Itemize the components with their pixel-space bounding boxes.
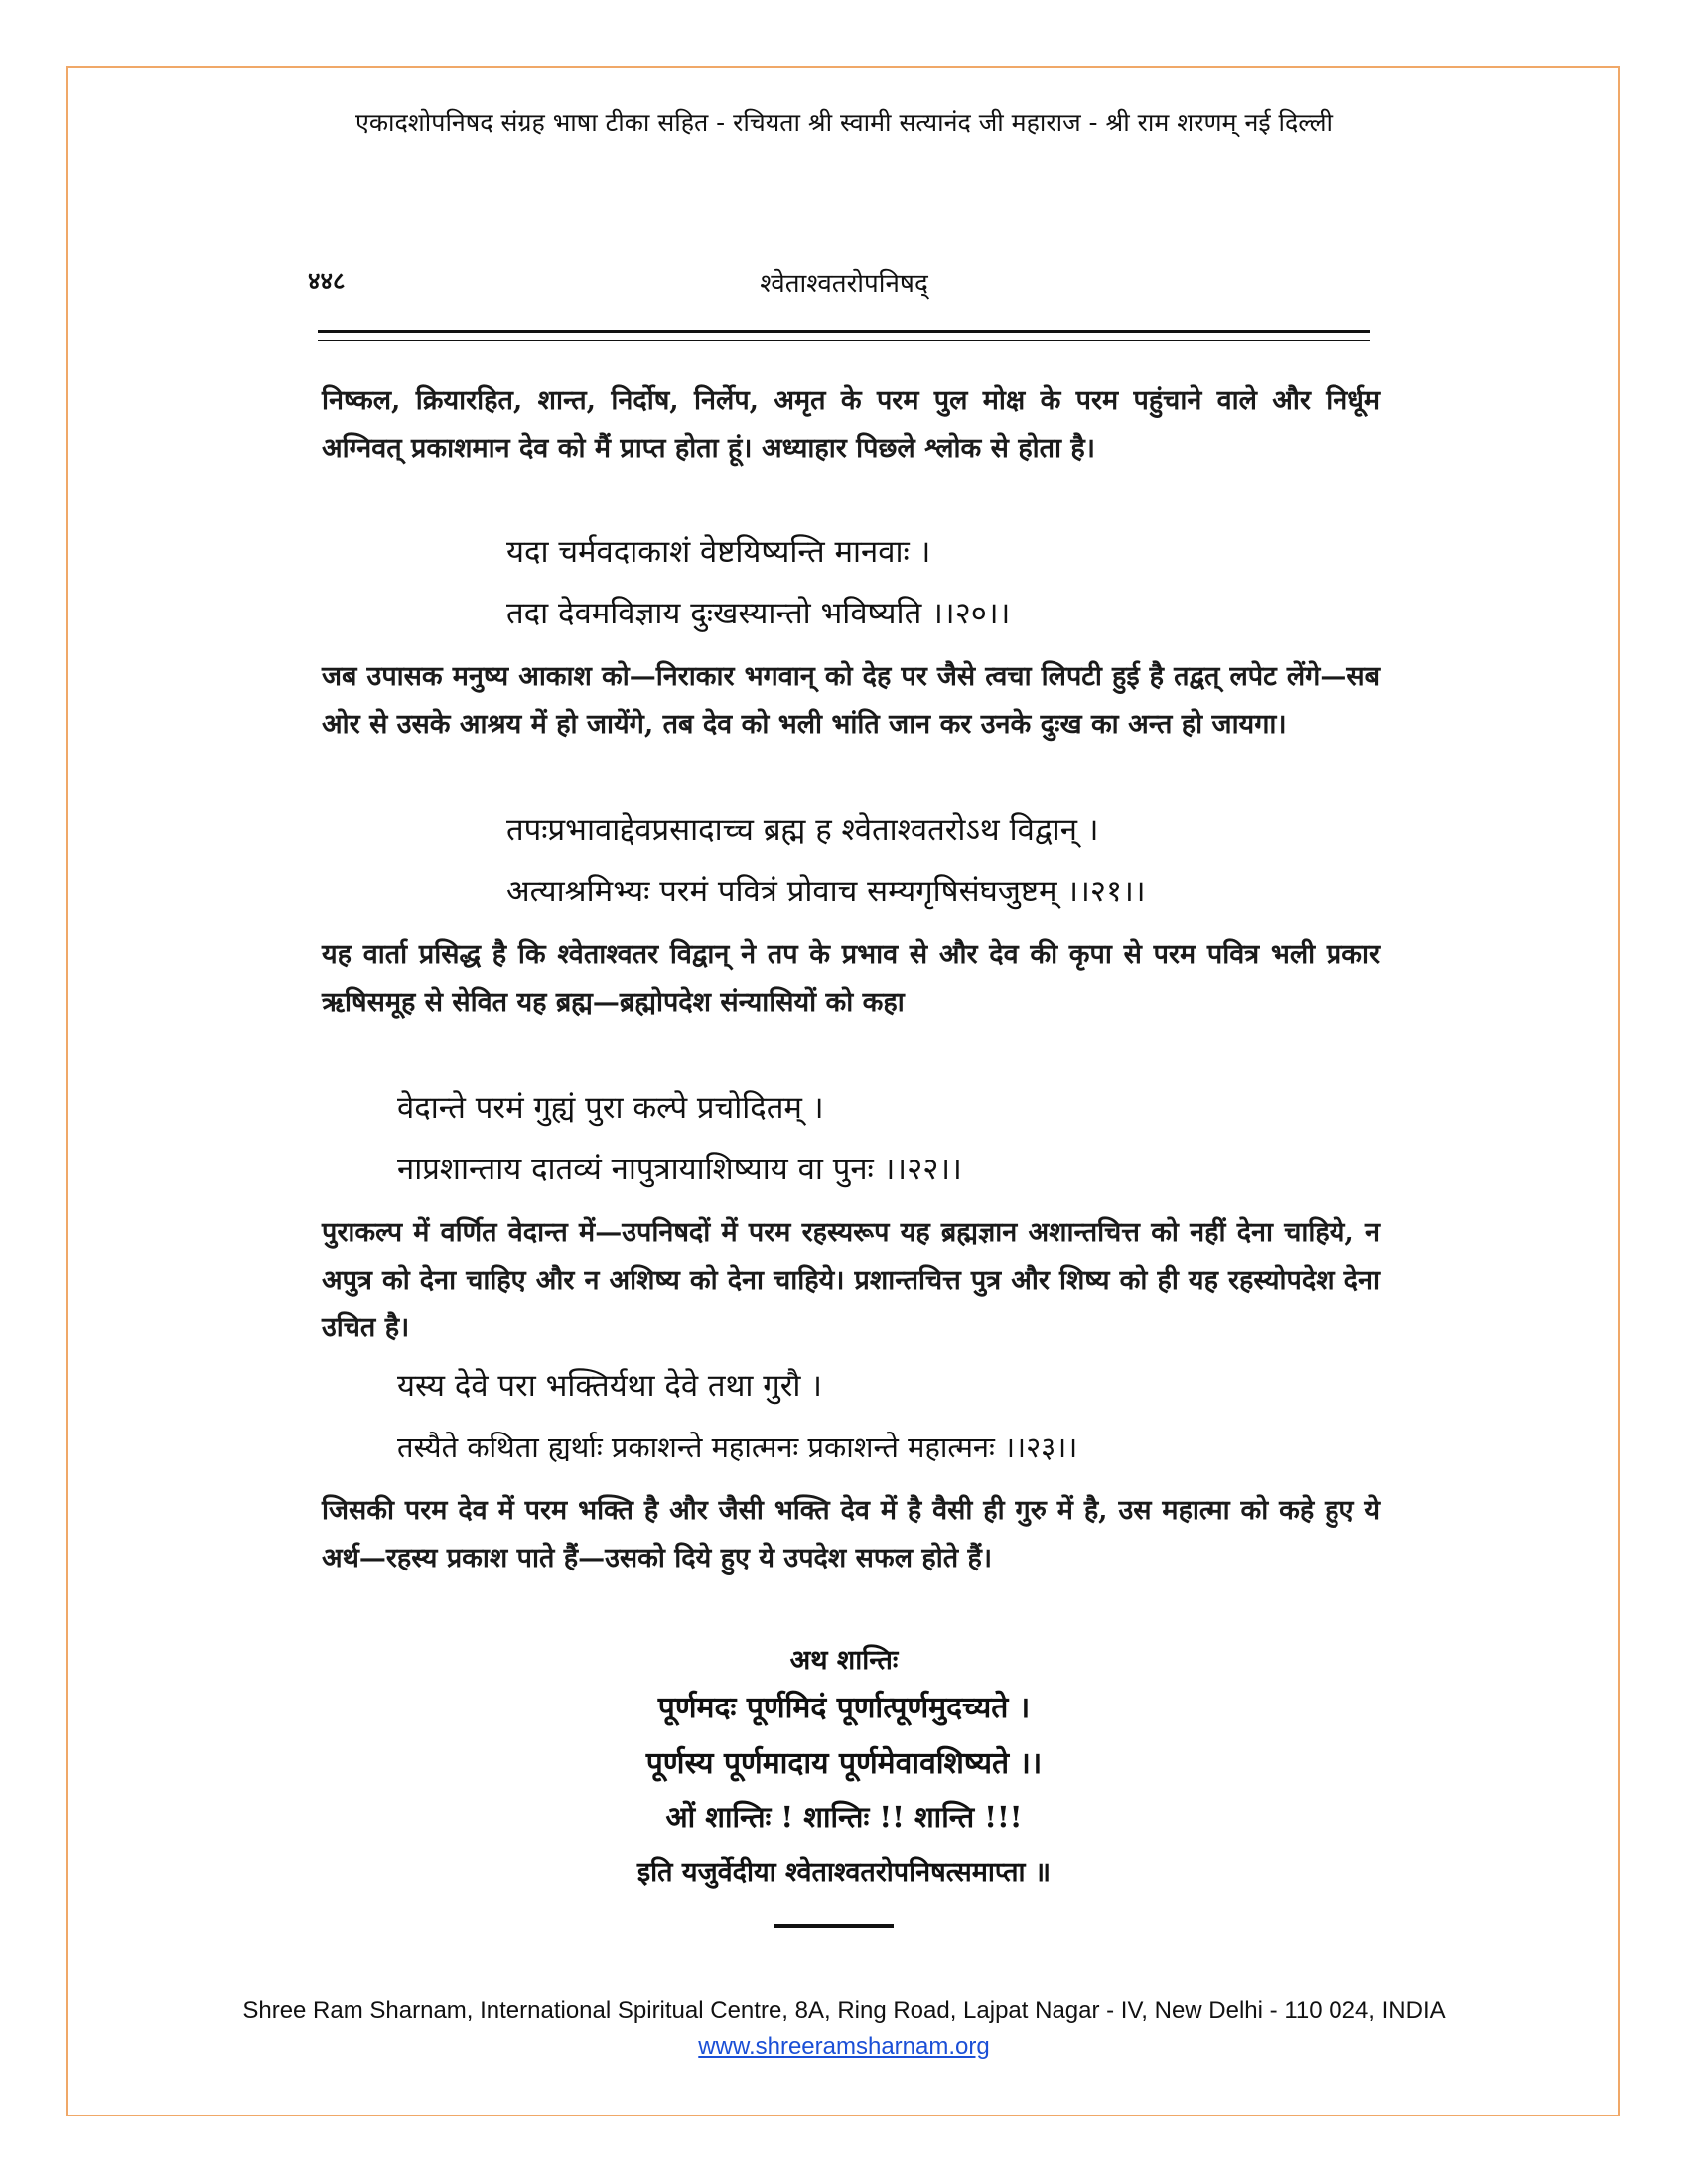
- verse-22-line-2: नाप्रशान्ताय दातव्यं नापुत्रायाशिष्याय वा पुनः ।।२२।।: [397, 1152, 962, 1187]
- header-rule-thin: [318, 340, 1370, 341]
- commentary-paragraph-2: जब उपासक मनुष्य आकाश को—निराकार भगवान् को देह पर जैसे त्वचा लिपटी हुई है तद्वत् लपेट लेंगे—सब ओर से उसके आश्रय में हो जायेंगे, तब देव को भली भांति जान कर उनके दुःख का अन्त हो जायगा।: [322, 661, 1380, 740]
- closing-colophon: इति यजुर्वेदीया श्वेताश्वतरोपनिषत्समाप्ता ॥: [636, 1857, 1052, 1888]
- verse-20-line-2: तदा देवमविज्ञाय दुःखस्यान्तो भविष्यति ।।२०।।: [506, 596, 1011, 631]
- verse-22-line-1: वेदान्ते परमं गुह्यं पुरा कल्पे प्रचोदितम् ।: [397, 1090, 824, 1126]
- shanti-mantra-line-3: ओं शान्तिः ! शान्तिः !! शान्ति !!!: [665, 1800, 1023, 1834]
- website-link[interactable]: www.shreeramsharnam.org: [698, 2033, 990, 2060]
- commentary-paragraph-5: जिसकी परम देव में परम भक्ति है और जैसी भक्ति देव में है वैसी ही गुरु में है, उस महात्मा को कहे हुए ये अर्थ—रहस्य प्रकाश पाते हैं—उसको दिये हुए ये उपदेश सफल होते हैं।: [322, 1495, 1380, 1573]
- verse-20-line-1: यदा चर्मवदाकाशं वेष्टयिष्यन्ति मानवाः ।: [506, 534, 931, 570]
- footer-address: Shree Ram Sharnam, International Spiritual Centre, 8A, Ring Road, Lajpat Nagar - IV, New Delhi - 110 024, INDIA: [242, 1997, 1446, 2024]
- running-title: श्वेताश्वतरोपनिषद्: [760, 269, 928, 299]
- verse-23-line-1: यस्य देवे परा भक्तिर्यथा देवे तथा गुरौ ।: [397, 1368, 823, 1404]
- page-number: ४४८: [308, 266, 346, 295]
- document-header: एकादशोपनिषद संग्रह भाषा टीका सहित - रचियता श्री स्वामी सत्यानंद जी महाराज - श्री राम शरणम् नई दिल्ली: [355, 108, 1333, 137]
- running-head: [298, 264, 1390, 300]
- commentary-paragraph-4: पुराकल्प में वर्णित वेदान्त में—उपनिषदों में परम रहस्यरूप यह ब्रह्मज्ञान अशान्तचित्त को नहीं देना चाहिये, न अपुत्र को देना चाहिए और न अशिष्य को देना चाहिये। प्रशान्तचित्त पुत्र और शिष्य को ही यह रहस्योपदेश देना उचित है।: [322, 1217, 1380, 1343]
- header-rule-thick: [318, 330, 1370, 333]
- verse-23-line-2: तस्यैते कथिता ह्यर्थाः प्रकाशन्ते महात्मनः प्रकाशन्ते महात्मनः ।।२३।।: [397, 1431, 1078, 1464]
- shanti-heading: अथ शान्तिः: [789, 1645, 899, 1676]
- commentary-paragraph-1: निष्कल, क्रियारहित, शान्त, निर्दोष, निर्लेप, अमृत के परम पुल मोक्ष के परम पहुंचाने वाले और निर्धूम अग्निवत् प्रकाशमान देव को मैं प्राप्त होता हूं। अध्याहार पिछले श्लोक से होता है।: [322, 385, 1380, 464]
- shanti-mantra-line-1: पूर्णमदः पूर्णमिदं पूर्णात्पूर्णमुदच्यते ।: [657, 1691, 1031, 1725]
- scanned-page: [298, 248, 1390, 1916]
- shanti-mantra-line-2: पूर्णस्य पूर्णमादाय पूर्णमेवावशिष्यते ।।: [645, 1746, 1043, 1781]
- commentary-paragraph-3: यह वार्ता प्रसिद्ध है कि श्वेताश्वतर विद्वान् ने तप के प्रभाव से और देव की कृपा से परम पवित्र भली प्रकार ऋषिसमूह से सेवित यह ब्रह्म—ब्रह्मोपदेश संन्यासियों को कहा: [322, 939, 1380, 1018]
- verse-21-line-1: तपःप्रभावाद्देवप्रसादाच्च ब्रह्म ह श्वेताश्वतरोऽथ विद्वान् ।: [506, 812, 1099, 848]
- verse-21-line-2: अत्याश्रमिभ्यः परमं पवित्रं प्रोवाच सम्यगृषिसंघजुष्टम् ।।२१।।: [506, 874, 1146, 909]
- end-rule: [774, 1924, 894, 1928]
